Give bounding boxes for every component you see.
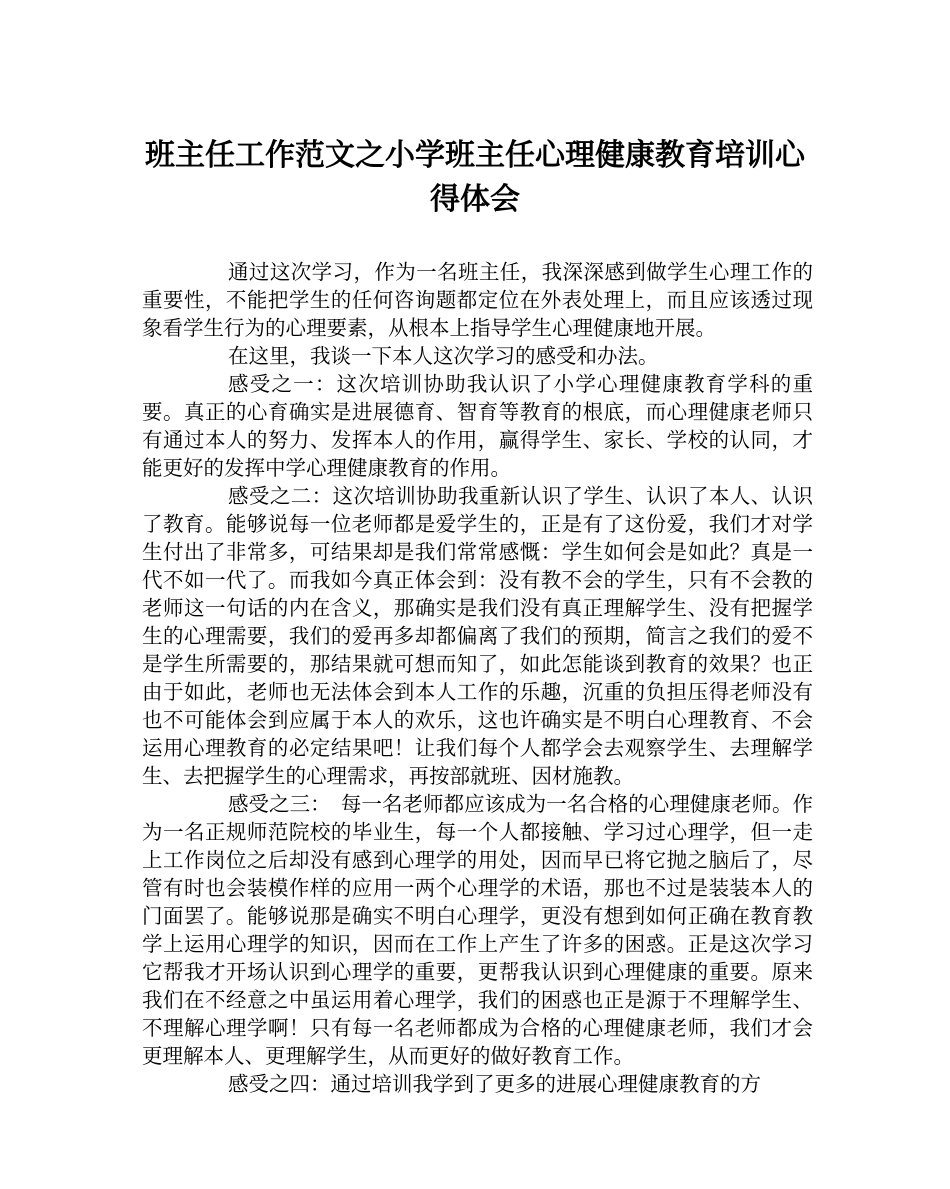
paragraph-overview: 在这里，我谈一下本人这次学习的感受和办法。	[228, 344, 659, 368]
paragraph-feeling-2: 感受之二：这次培训协助我重新认识了学生、认识了本人、认识了教育。能够说每一位老师都是爱学生的，正是有了这份爱，我们才对学生付出了非常多，可结果却是我们常常感慨：学生如何会是如此？真是一代不如一代了。而我如今真正体会到：没有教不会的学生，只有不会教的老师这一句话的内在含义，那确实是我们没有真正理解学生、没有把握学生的心理需要，我们的爱再多却都偏离了我们的预期，简言之我们的爱不是学生所需要的，那结果就可想而知了，如此怎能谈到教育的效果？也正由于如此，老师也无法体会到本人工作的乐趣，沉重的负担压得老师没有也不可能体会到应属于本人的欢乐，这也许确实是不明白心理教育、不会运用心理教育的必定结果吧！让我们每个人都学会去观察学生、去理解学生、去把握学生的心理需求，再按部就班、因材施教。	[142, 484, 813, 788]
document-body	[142, 258, 813, 1098]
paragraph-feeling-1: 感受之一：这次培训协助我认识了小学心理健康教育学科的重要。真正的心育确实是进展德育、智育等教育的根底，而心理健康老师只有通过本人的努力、发挥本人的作用，赢得学生、家长、学校的认同，才能更好的发挥中学心理健康教育的作用。	[142, 372, 813, 480]
paragraph-feeling-4: 感受之四：通过培训我学到了更多的进展心理健康教育的方	[228, 1072, 761, 1096]
paragraph-feeling-3: 感受之三： 每一名老师都应该成为一名合格的心理健康老师。作为一名正规师范院校的毕业生，每一个人都接触、学习过心理学，但一走上工作岗位之后却没有感到心理学的用处，因而早已将它抛之脑后了，尽管有时也会装模作样的应用一两个心理学的术语，那也不过是装装本人的门面罢了。能够说那是确实不明白心理学，更没有想到如何正确在教育教学上运用心理学的知识，因而在工作上产生了许多的困惑。正是这次学习它帮我才开场认识到心理学的重要，更帮我认识到心理健康的重要。原来我们在不经意之中虽运用着心理学，我们的困惑也正是源于不理解学生、不理解心理学啊！只有每一名老师都成为合格的心理健康老师，我们才会更理解本人、更理解学生，从而更好的做好教育工作。	[142, 792, 813, 1068]
paragraph-intro: 通过这次学习，作为一名班主任，我深深感到做学生心理工作的重要性，不能把学生的任何咨询题都定位在外表处理上，而且应该透过现象看学生行为的心理要素，从根本上指导学生心理健康地开展。	[142, 260, 813, 340]
document-title: 班主任工作范文之小学班主任心理健康教育培训心得体会	[145, 138, 805, 217]
